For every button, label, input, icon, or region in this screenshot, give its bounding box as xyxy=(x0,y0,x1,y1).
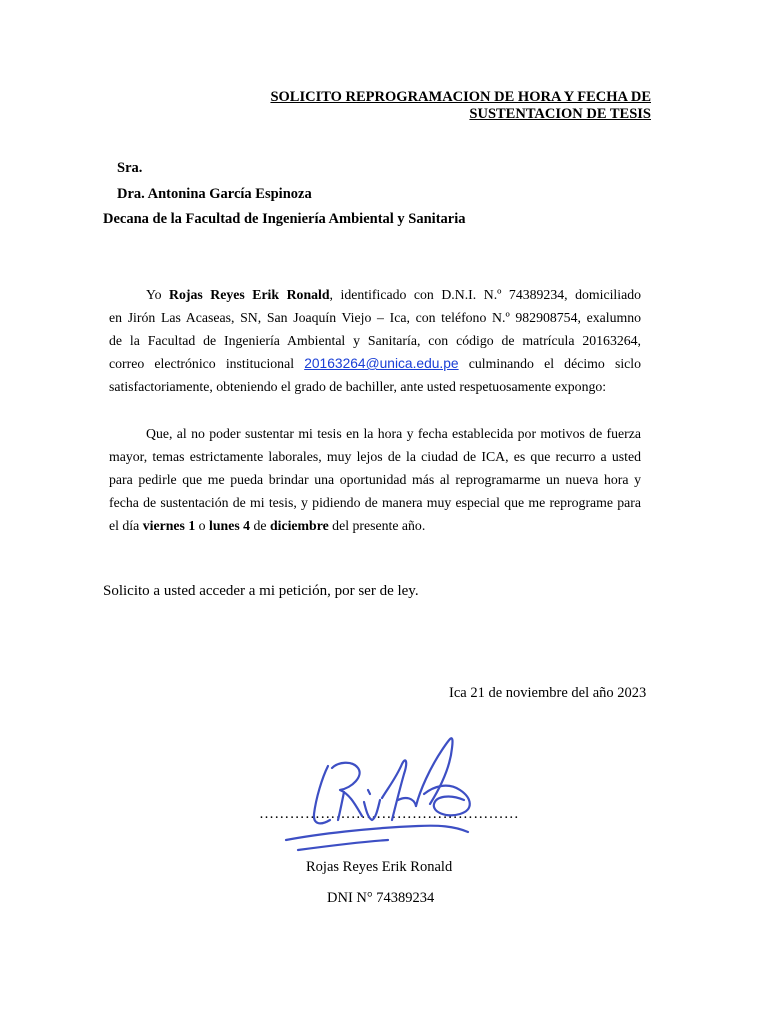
paragraph-introduction xyxy=(109,283,641,398)
requested-date-2: lunes 4 xyxy=(209,518,251,533)
paragraph-line xyxy=(109,422,641,445)
text-run: de xyxy=(250,518,270,533)
addressee-position: Decana de la Facultad de Ingeniería Ambiental y Sanitaria xyxy=(103,211,466,227)
paragraph-line xyxy=(109,352,641,375)
text-run: o xyxy=(195,518,210,533)
text-run: Yo xyxy=(146,287,169,302)
paragraph-line xyxy=(109,283,641,306)
text-run: el día xyxy=(109,518,143,533)
email-link[interactable]: 20163264@unica.edu.pe xyxy=(304,356,459,371)
addressee-name: Dra. Antonina García Espinoza xyxy=(117,186,312,202)
paragraph-line: mayor, temas estrictamente laborales, muy lejos de la ciudad de ICA, es que recurro a usted xyxy=(109,449,641,464)
closing-sentence: Solicito a usted acceder a mi petición, por ser de ley. xyxy=(103,583,419,599)
paragraph-line: para pedirle que me pueda brindar una oportunidad más al reprogramarme un nueva hora y xyxy=(109,472,641,487)
requested-date-1: viernes 1 xyxy=(142,518,196,533)
paragraph-line xyxy=(109,514,641,537)
paragraph-line: en Jirón Las Acaseas, SN, San Joaquín Viejo – Ica, con teléfono N.º 982908754, exalumno xyxy=(109,310,641,325)
signature-line: …………………………………………… xyxy=(259,806,520,822)
paragraph-line: de la Facultad de Ingeniería Ambiental y Sanitaría, con código de matrícula 20163264, xyxy=(109,333,641,348)
text-run: Que, al no poder sustentar mi tesis en la hora y fecha establecida por motivos de fuerza xyxy=(146,426,641,441)
paragraph-line: satisfactoriamente, obteniendo el grado de bachiller, ante usted respetuosamente expongo: xyxy=(109,379,607,394)
date-line: Ica 21 de noviembre del año 2023 xyxy=(449,685,647,701)
signatory-name: Rojas Reyes Erik Ronald xyxy=(306,859,453,875)
text-run: , identificado con D.N.I. N.º 74389234, domiciliado xyxy=(329,287,641,302)
text-run: del presente año. xyxy=(328,518,426,533)
text-run: correo electrónico institucional xyxy=(109,356,305,371)
handwritten-signature-icon xyxy=(278,728,483,860)
document-title xyxy=(200,89,651,122)
requested-month: diciembre xyxy=(269,518,329,533)
signatory-dni: DNI N° 74389234 xyxy=(327,890,435,906)
title-line-2: SUSTENTACION DE TESIS xyxy=(469,105,651,122)
salutation: Sra. xyxy=(117,160,143,176)
paragraph-line: fecha de sustentación de mi tesis, y pidiendo de manera muy especial que me reprograme para xyxy=(109,495,641,510)
paragraph-request xyxy=(109,422,641,537)
applicant-name: Rojas Reyes Erik Ronald xyxy=(169,287,330,302)
title-line-1: SOLICITO REPROGRAMACION DE HORA Y FECHA DE xyxy=(270,89,651,105)
text-run: culminando el décimo siclo xyxy=(458,356,642,371)
